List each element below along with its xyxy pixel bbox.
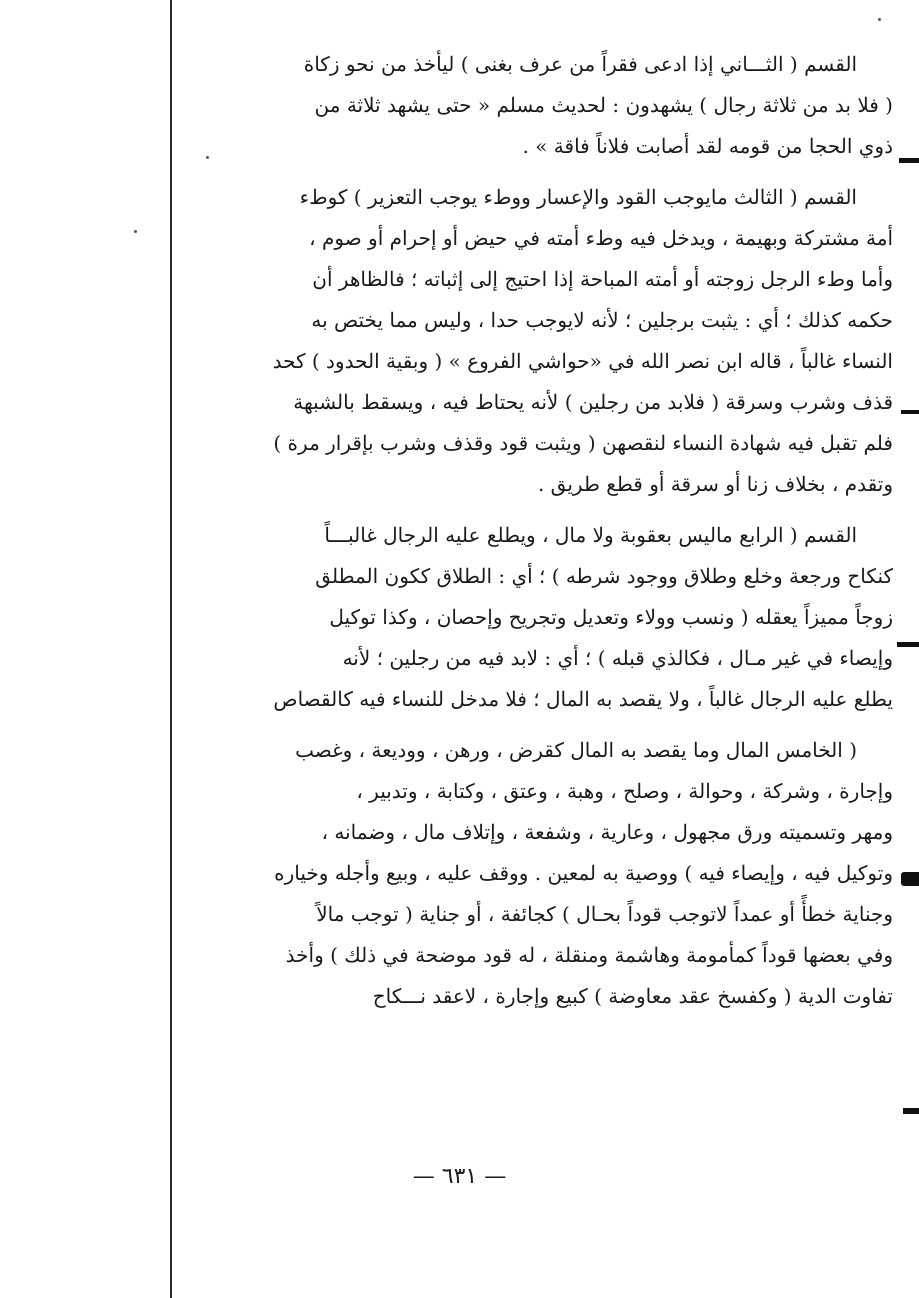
text-line: وتوكيل فيه ، وإيصاء فيه ) ووصية به لمعين . ووقف عليه ، وبيع وأجله وخياره <box>274 861 893 885</box>
scan-edge-mark <box>901 410 919 414</box>
text-line: وإجارة ، وشركة ، وحوالة ، وصلح ، وهبة ، وعتق ، وكتابة ، وتدبير ، <box>356 779 893 803</box>
text-line: يطلع عليه الرجال غالباً ، ولا يقصد به المال ؛ فلا مدخل للنساء فيه كالقصاص <box>273 687 893 711</box>
text-line: تفاوت الدية ( وكفسخ عقد معاوضة ) كبيع وإجارة ، لاعقد نـــكاح <box>372 984 893 1008</box>
scan-speck <box>134 230 137 233</box>
text-line: أمة مشتركة وبهيمة ، ويدخل فيه وطء أمته في حيض أو إحرام أو صوم ، <box>309 226 893 250</box>
text-line: وجناية خطأً أو عمداً لاتوجب قوداً بحـال ) كجائفة ، أو جناية ( توجب مالاً <box>316 902 893 926</box>
text-line: ذوي الحجا من قومه لقد أصابت فلاناً فاقة » . <box>522 134 893 158</box>
paragraph-1 <box>157 44 893 167</box>
text-line: وإيصاء في غير مـال ، فكالذي قبله ) ؛ أي : لابد فيه من رجلين ؛ لأنه <box>342 646 893 670</box>
page-number: — ٦٣١ — <box>412 1164 507 1189</box>
text-line: فلم تقبل فيه شهادة النساء لنقصهن ( ويثبت قود وقذف وشرب بإقرار مرة ) <box>273 431 893 455</box>
paragraph-3 <box>157 515 893 720</box>
text-line: وأما وطء الرجل زوجته أو أمته المباحة إذا احتيج إلى إثباته ؛ فالظاهر أن <box>312 267 893 291</box>
main-text <box>157 44 893 1017</box>
scan-edge-mark <box>897 642 919 647</box>
text-line: كنكاح ورجعة وخلع وطلاق ووجود شرطه ) ؛ أي : الطلاق ككون المطلق <box>315 564 893 588</box>
text-line: ومهر وتسميته ورق مجهول ، وعارية ، وشفعة ، وإتلاف مال ، وضمانه ، <box>321 820 893 844</box>
text-line: وتقدم ، بخلاف زنا أو سرقة أو قطع طريق . <box>537 472 893 496</box>
scan-speck <box>878 18 881 21</box>
paragraph-2 <box>157 177 893 505</box>
text-line: حكمه كذلك ؛ أي : يثبت برجلين ؛ لأنه لايوجب حدا ، وليس مما يختص به <box>311 308 893 332</box>
text-line: ( الخامس المال وما يقصد به المال كقرض ، ورهن ، ووديعة ، وغصب <box>295 738 857 762</box>
paragraph-4 <box>157 730 893 1017</box>
text-line: القسم ( الثـــاني إذا ادعى فقراً من عرف بغنى ) ليأخذ من نحو زكاة <box>303 52 857 76</box>
text-line: ( فلا بد من ثلاثة رجال ) يشهدون : لحديث مسلم « حتى يشهد ثلاثة من <box>314 93 893 117</box>
scan-edge-mark <box>901 872 919 886</box>
text-line: قذف وشرب وسرقة ( فلابد من رجلين ) لأنه يحتاط فيه ، ويسقط بالشبهة <box>293 390 893 414</box>
text-line: القسم ( الرابع ماليس بعقوبة ولا مال ، ويطلع عليه الرجال غالبـــاً <box>324 523 857 547</box>
text-line: زوجاً مميزاً يعقله ( ونسب وولاء وتعديل وتجريح وإحصان ، وكذا توكيل <box>329 605 893 629</box>
text-line: القسم ( الثالث مايوجب القود والإعسار ووطء يوجب التعزير ) كوطء <box>299 185 857 209</box>
scan-edge-mark <box>903 1108 919 1114</box>
scan-edge-mark <box>899 158 919 163</box>
text-line: وفي بعضها قوداً كمأمومة وهاشمة ومنقلة ، له قود موضحة في ذلك ) وأخذ <box>285 943 893 967</box>
text-line: النساء غالباً ، قاله ابن نصر الله في «حواشي الفروع » ( وبقية الحدود ) كحد <box>272 349 893 373</box>
